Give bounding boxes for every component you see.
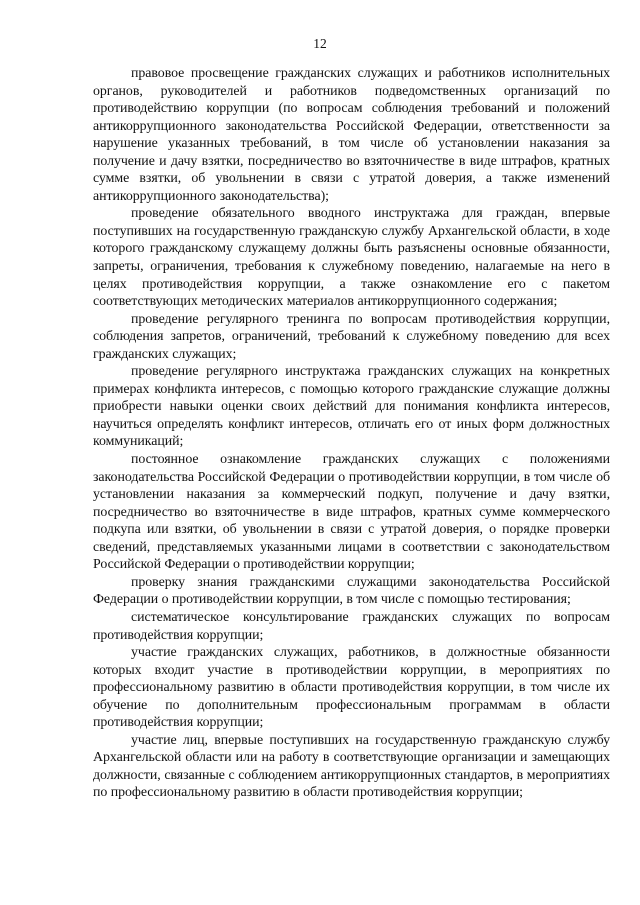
paragraph-legal-education: правовое просвещение гражданских служащих и работников исполнительных органов, руководителей и работников подведомственных организаций по противодействию коррупции (по вопросам соблюдения требований и положений антикоррупционного законодательства Российской Федерации, ответственности за нарушение указанных требований, в том числе об установлении наказания за получение и дачу взятки, посредничество во взяточничестве в виде штрафов, кратных сумме взятки, об увольнении в связи с утратой доверия, а также изменений антикоррупционного законодательства); <box>93 66 610 204</box>
paragraph-legislation-familiarization: постоянное ознакомление гражданских служащих с положениями законодательства Российской Федерации о противодействии коррупции, в том числе об установлении наказания за коммерческий подкуп, получение и дачу взятки, посредничество во взяточничестве в виде штрафов, кратных сумме коммерческого подкупа или взятки, об увольнении в связи с утратой доверия, о порядке проверки сведений, представляемых указанными лицами в соответствии с законодательством Российской Федерации о противодействии коррупции; <box>93 452 610 573</box>
paragraph-professional-development: участие гражданских служащих, работников, в должностные обязанности которых входит участие в противодействии коррупции, в мероприятиях по профессиональному развитию в области противодействия коррупции, в том числе их обучение по дополнительным профессиональным программам в области противодействия коррупции; <box>93 645 610 731</box>
paragraph-newcomers-participation: участие лиц, впервые поступивших на государственную гражданскую службу Архангельской области или на работу в соответствующие организации и замещающих должности, связанные с соблюдением антикоррупционных стандартов, в мероприятиях по профессиональному развитию в области противодействия коррупции; <box>93 732 610 801</box>
paragraph-consulting: систематическое консультирование гражданских служащих по вопросам противодействия коррупции; <box>93 609 610 643</box>
paragraph-induction-briefing: проведение обязательного вводного инструктажа для граждан, впервые поступивших на государственную гражданскую службу Архангельской области, в ходе которого гражданскому служащему должны быть разъяснены основные обязанности, запреты, ограничения, требования к служебному поведению, налагаемые на него в целях противодействия коррупции, а также ознакомление его с пакетом соответствующих методических материалов антикоррупционного содержания; <box>93 206 610 310</box>
paragraph-conflict-of-interest-briefing: проведение регулярного инструктажа гражданских служащих на конкретных примерах конфликта интересов, с помощью которого гражданские служащие должны приобрести навыки оценки своих действий для понимания конфликта интересов, научиться определять конфликт интересов, отличать его от иных форм должностных коммуникаций; <box>93 364 610 450</box>
document-body <box>93 65 610 802</box>
paragraph-regular-training: проведение регулярного тренинга по вопросам противодействия коррупции, соблюдения запретов, ограничений, требований к служебному поведению для всех гражданских служащих; <box>93 311 610 362</box>
page-number: 12 <box>313 36 327 51</box>
paragraph-knowledge-check: проверку знания гражданскими служащими законодательства Российской Федерации о противодействии коррупции, в том числе с помощью тестирования; <box>93 574 610 608</box>
